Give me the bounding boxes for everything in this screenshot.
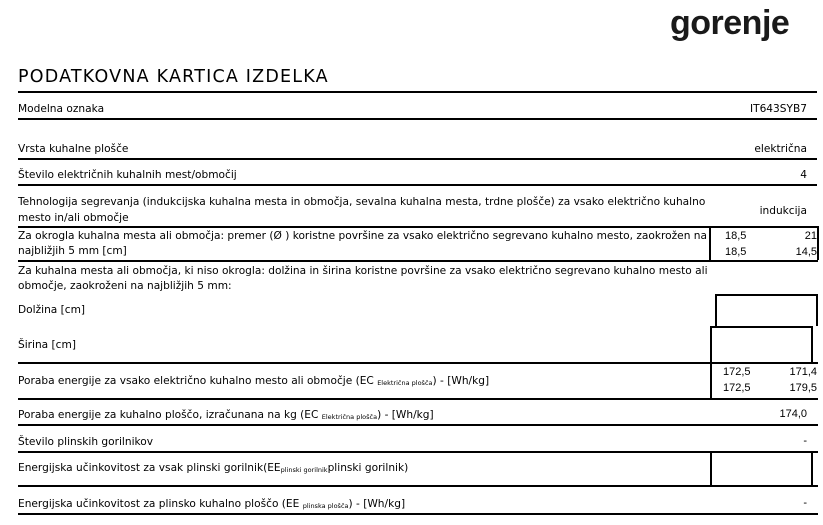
cell-border [811, 326, 813, 362]
energy-hob-label-sub: Električna plošča [321, 413, 378, 421]
divider [18, 91, 817, 93]
divider [710, 326, 812, 328]
cell-border [817, 226, 819, 260]
cell-border [710, 451, 712, 485]
cell-border [715, 294, 717, 326]
hob-type-label: Vrsta kuhalne plošče [18, 143, 129, 155]
energy-zone-label [18, 373, 489, 391]
diameter-label-2: najbližjih 5 mm [cm] [18, 245, 127, 257]
width-label: Širina [cm] [18, 339, 76, 351]
energy-zone-label-suffix: ) - [Wh/kg] [432, 375, 490, 387]
gas-burner-eff-label-sub: plinski gorilnik [280, 466, 328, 474]
divider [18, 184, 817, 186]
gas-hob-eff-label-prefix: Energijska učinkovitost za plinsko kuhalno ploščo (EE [18, 498, 303, 510]
energy-zone-label-sub: Električna plošča [377, 379, 433, 387]
energy-zone-value: 172,5 [723, 382, 751, 394]
energy-hob-label [18, 407, 434, 425]
gas-hob-eff-label-sub: plinska plošča [302, 502, 349, 510]
divider [18, 485, 818, 487]
gas-hob-eff-label-suffix: ) - [Wh/kg] [348, 498, 406, 510]
divider [18, 398, 818, 400]
diameter-value: 21 [804, 230, 817, 242]
model-value: IT643SYB7 [749, 103, 807, 115]
heating-tech-label-1: Tehnologija segrevanja (indukcijska kuhalna mesta in območja, sevalna kuhalna mesta, trdne plošče) za vsako električno kuhalno [18, 196, 706, 208]
zones-count-value: 4 [800, 169, 807, 181]
cell-border [709, 226, 711, 260]
heating-tech-label-2: mesto in/ali območje [18, 212, 129, 224]
zones-count-label: Število električnih kuhalnih mest/območij [18, 169, 237, 181]
energy-zone-value: 179,5 [789, 382, 817, 394]
cell-border [811, 451, 813, 485]
energy-hob-value: 174,0 [779, 408, 807, 420]
cell-border [710, 326, 712, 398]
gorenje-logo: gorenje [670, 4, 790, 42]
model-label: Modelna oznaka [18, 103, 105, 115]
energy-hob-label-prefix: Poraba energije za kuhalno ploščo, izračunana na kg (EC [18, 409, 322, 421]
gas-burner-eff-label-prefix: Energijska učinkovitost za vsak plinski gorilnik(EE [18, 462, 281, 474]
gas-burners-label: Število plinskih gorilnikov [18, 436, 154, 448]
gas-hob-eff-value: - [803, 497, 807, 509]
non-round-label-2: območje, zaokroženi na najbližjih 5 mm: [18, 280, 232, 292]
divider [18, 260, 818, 262]
gas-burner-eff-label-suffix: plinski gorilnik) [327, 462, 409, 474]
divider [18, 362, 818, 364]
gas-burner-eff-label [18, 460, 408, 478]
gas-burners-value: - [803, 435, 807, 447]
length-label: Dolžina [cm] [18, 304, 86, 316]
energy-zone-label-prefix: Poraba energije za vsako električno kuhalno mesto ali območje (EC [18, 375, 378, 387]
divider [18, 118, 817, 120]
cell-border [816, 294, 818, 326]
divider [715, 294, 817, 296]
energy-hob-label-suffix: ) - [Wh/kg] [377, 409, 434, 421]
heating-tech-value: indukcija [759, 205, 807, 217]
hob-type-value: električna [754, 143, 807, 155]
divider [18, 158, 817, 160]
energy-zone-value: 171,4 [789, 366, 817, 378]
energy-zone-value: 172,5 [723, 366, 751, 378]
gas-hob-eff-label [18, 496, 405, 514]
diameter-label-1: Za okrogla kuhalna mesta ali območja: premer (Ø ) koristne površine za vsako električno segrevano kuhalno mesto, zaokrožen na [18, 230, 707, 242]
divider [18, 451, 818, 453]
diameter-value: 14,5 [795, 246, 817, 258]
diameter-value: 18,5 [725, 246, 747, 258]
non-round-label-1: Za kuhalna mesta ali območja, ki niso okrogla: dolžina in širina koristne površine za vsako električno segrevano kuhalno mesto ali [18, 265, 708, 277]
diameter-value: 18,5 [725, 230, 747, 242]
page-title: PODATKOVNA KARTICA IZDELKA [18, 67, 329, 87]
